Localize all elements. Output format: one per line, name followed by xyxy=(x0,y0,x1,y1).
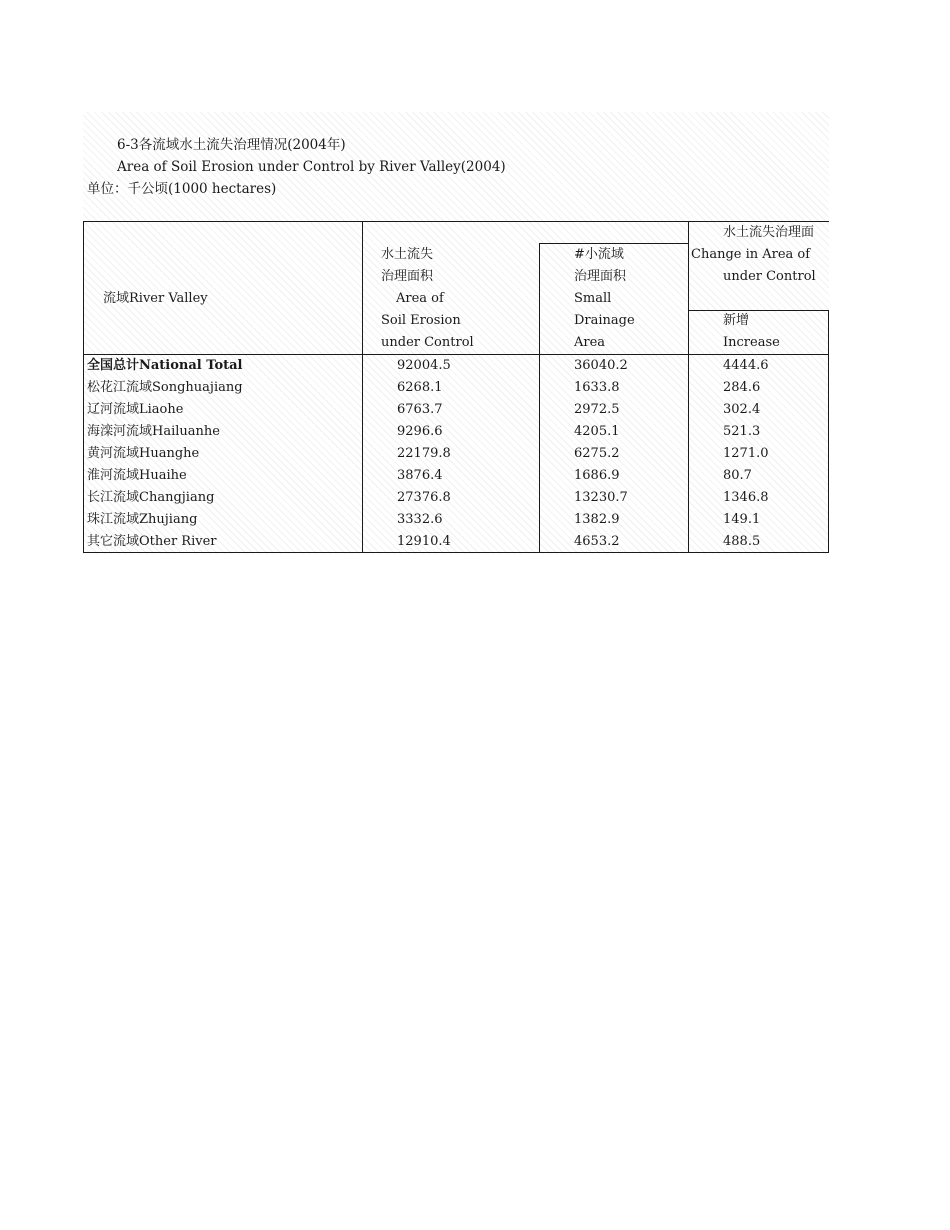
row-name: 珠江流域Zhujiang xyxy=(87,512,198,527)
col-divider-right xyxy=(828,310,829,553)
row-small-area: 2972.5 xyxy=(574,402,620,417)
header-change-line: under Control xyxy=(723,269,816,284)
row-area: 22179.8 xyxy=(397,446,451,461)
row-area: 27376.8 xyxy=(397,490,451,505)
row-increase: 1271.0 xyxy=(723,446,769,461)
row-area: 6763.7 xyxy=(397,402,443,417)
table-left-border xyxy=(83,221,84,553)
row-name: 海滦河流域Hailuanhe xyxy=(87,424,220,439)
row-small-area: 13230.7 xyxy=(574,490,628,505)
row-area: 92004.5 xyxy=(397,358,451,373)
row-increase: 302.4 xyxy=(723,402,761,417)
row-area: 6268.1 xyxy=(397,380,443,395)
row-small-area: 4205.1 xyxy=(574,424,620,439)
row-name: 松花江流域Songhuajiang xyxy=(87,380,243,395)
header-increase-line: 新增 xyxy=(723,313,750,328)
header-area-line: 治理面积 xyxy=(381,269,434,284)
header-small-line: 治理面积 xyxy=(574,269,627,284)
increase-top-border xyxy=(688,310,829,311)
header-small-line: Drainage xyxy=(574,313,635,328)
spreadsheet-area xyxy=(83,112,829,554)
table-title-cn: 6-3各流域水土流失治理情况(2004年) xyxy=(117,137,346,153)
header-increase-line: Increase xyxy=(723,335,780,350)
row-name: 长江流域Changjiang xyxy=(87,490,215,505)
table-title-en: Area of Soil Erosion under Control by River Valley(2004) xyxy=(117,159,506,175)
header-river-valley: 流域River Valley xyxy=(103,291,208,306)
row-name: 其它流域Other River xyxy=(87,534,217,549)
header-small-line: Area xyxy=(574,335,606,350)
row-small-area: 6275.2 xyxy=(574,446,620,461)
col-divider-3 xyxy=(688,221,689,553)
row-increase: 521.3 xyxy=(723,424,761,439)
row-increase: 149.1 xyxy=(723,512,761,527)
row-area: 9296.6 xyxy=(397,424,443,439)
row-small-area: 4653.2 xyxy=(574,534,620,549)
col-divider-2 xyxy=(539,243,540,553)
row-small-area: 1686.9 xyxy=(574,468,620,483)
header-area-line: 水土流失 xyxy=(381,247,434,262)
table-top-border xyxy=(83,221,829,222)
row-area: 3876.4 xyxy=(397,468,443,483)
row-name: 淮河流域Huaihe xyxy=(87,468,187,483)
row-small-area: 1382.9 xyxy=(574,512,620,527)
header-area-line: Soil Erosion xyxy=(381,313,461,328)
row-name: 黄河流域Huanghe xyxy=(87,446,200,461)
header-change-line: 水土流失治理面 xyxy=(723,225,815,240)
header-change-line: Change in Area of xyxy=(691,247,811,262)
row-increase: 4444.6 xyxy=(723,358,769,373)
row-increase: 1346.8 xyxy=(723,490,769,505)
row-area: 12910.4 xyxy=(397,534,451,549)
row-increase: 488.5 xyxy=(723,534,761,549)
row-increase: 80.7 xyxy=(723,468,752,483)
header-area-line: under Control xyxy=(381,335,474,350)
row-increase: 284.6 xyxy=(723,380,761,395)
col-divider-1 xyxy=(362,221,363,553)
row-small-area: 36040.2 xyxy=(574,358,628,373)
row-name: 辽河流域Liaohe xyxy=(87,402,184,417)
header-small-line: Small xyxy=(574,291,612,306)
row-small-area: 1633.8 xyxy=(574,380,620,395)
header-area-line: Area of xyxy=(396,291,444,306)
row-name: 全国总计National Total xyxy=(87,358,243,373)
unit-label: 单位：千公顷(1000 hectares) xyxy=(87,181,277,197)
header-small-line: #小流域 xyxy=(574,247,624,262)
row-area: 3332.6 xyxy=(397,512,443,527)
